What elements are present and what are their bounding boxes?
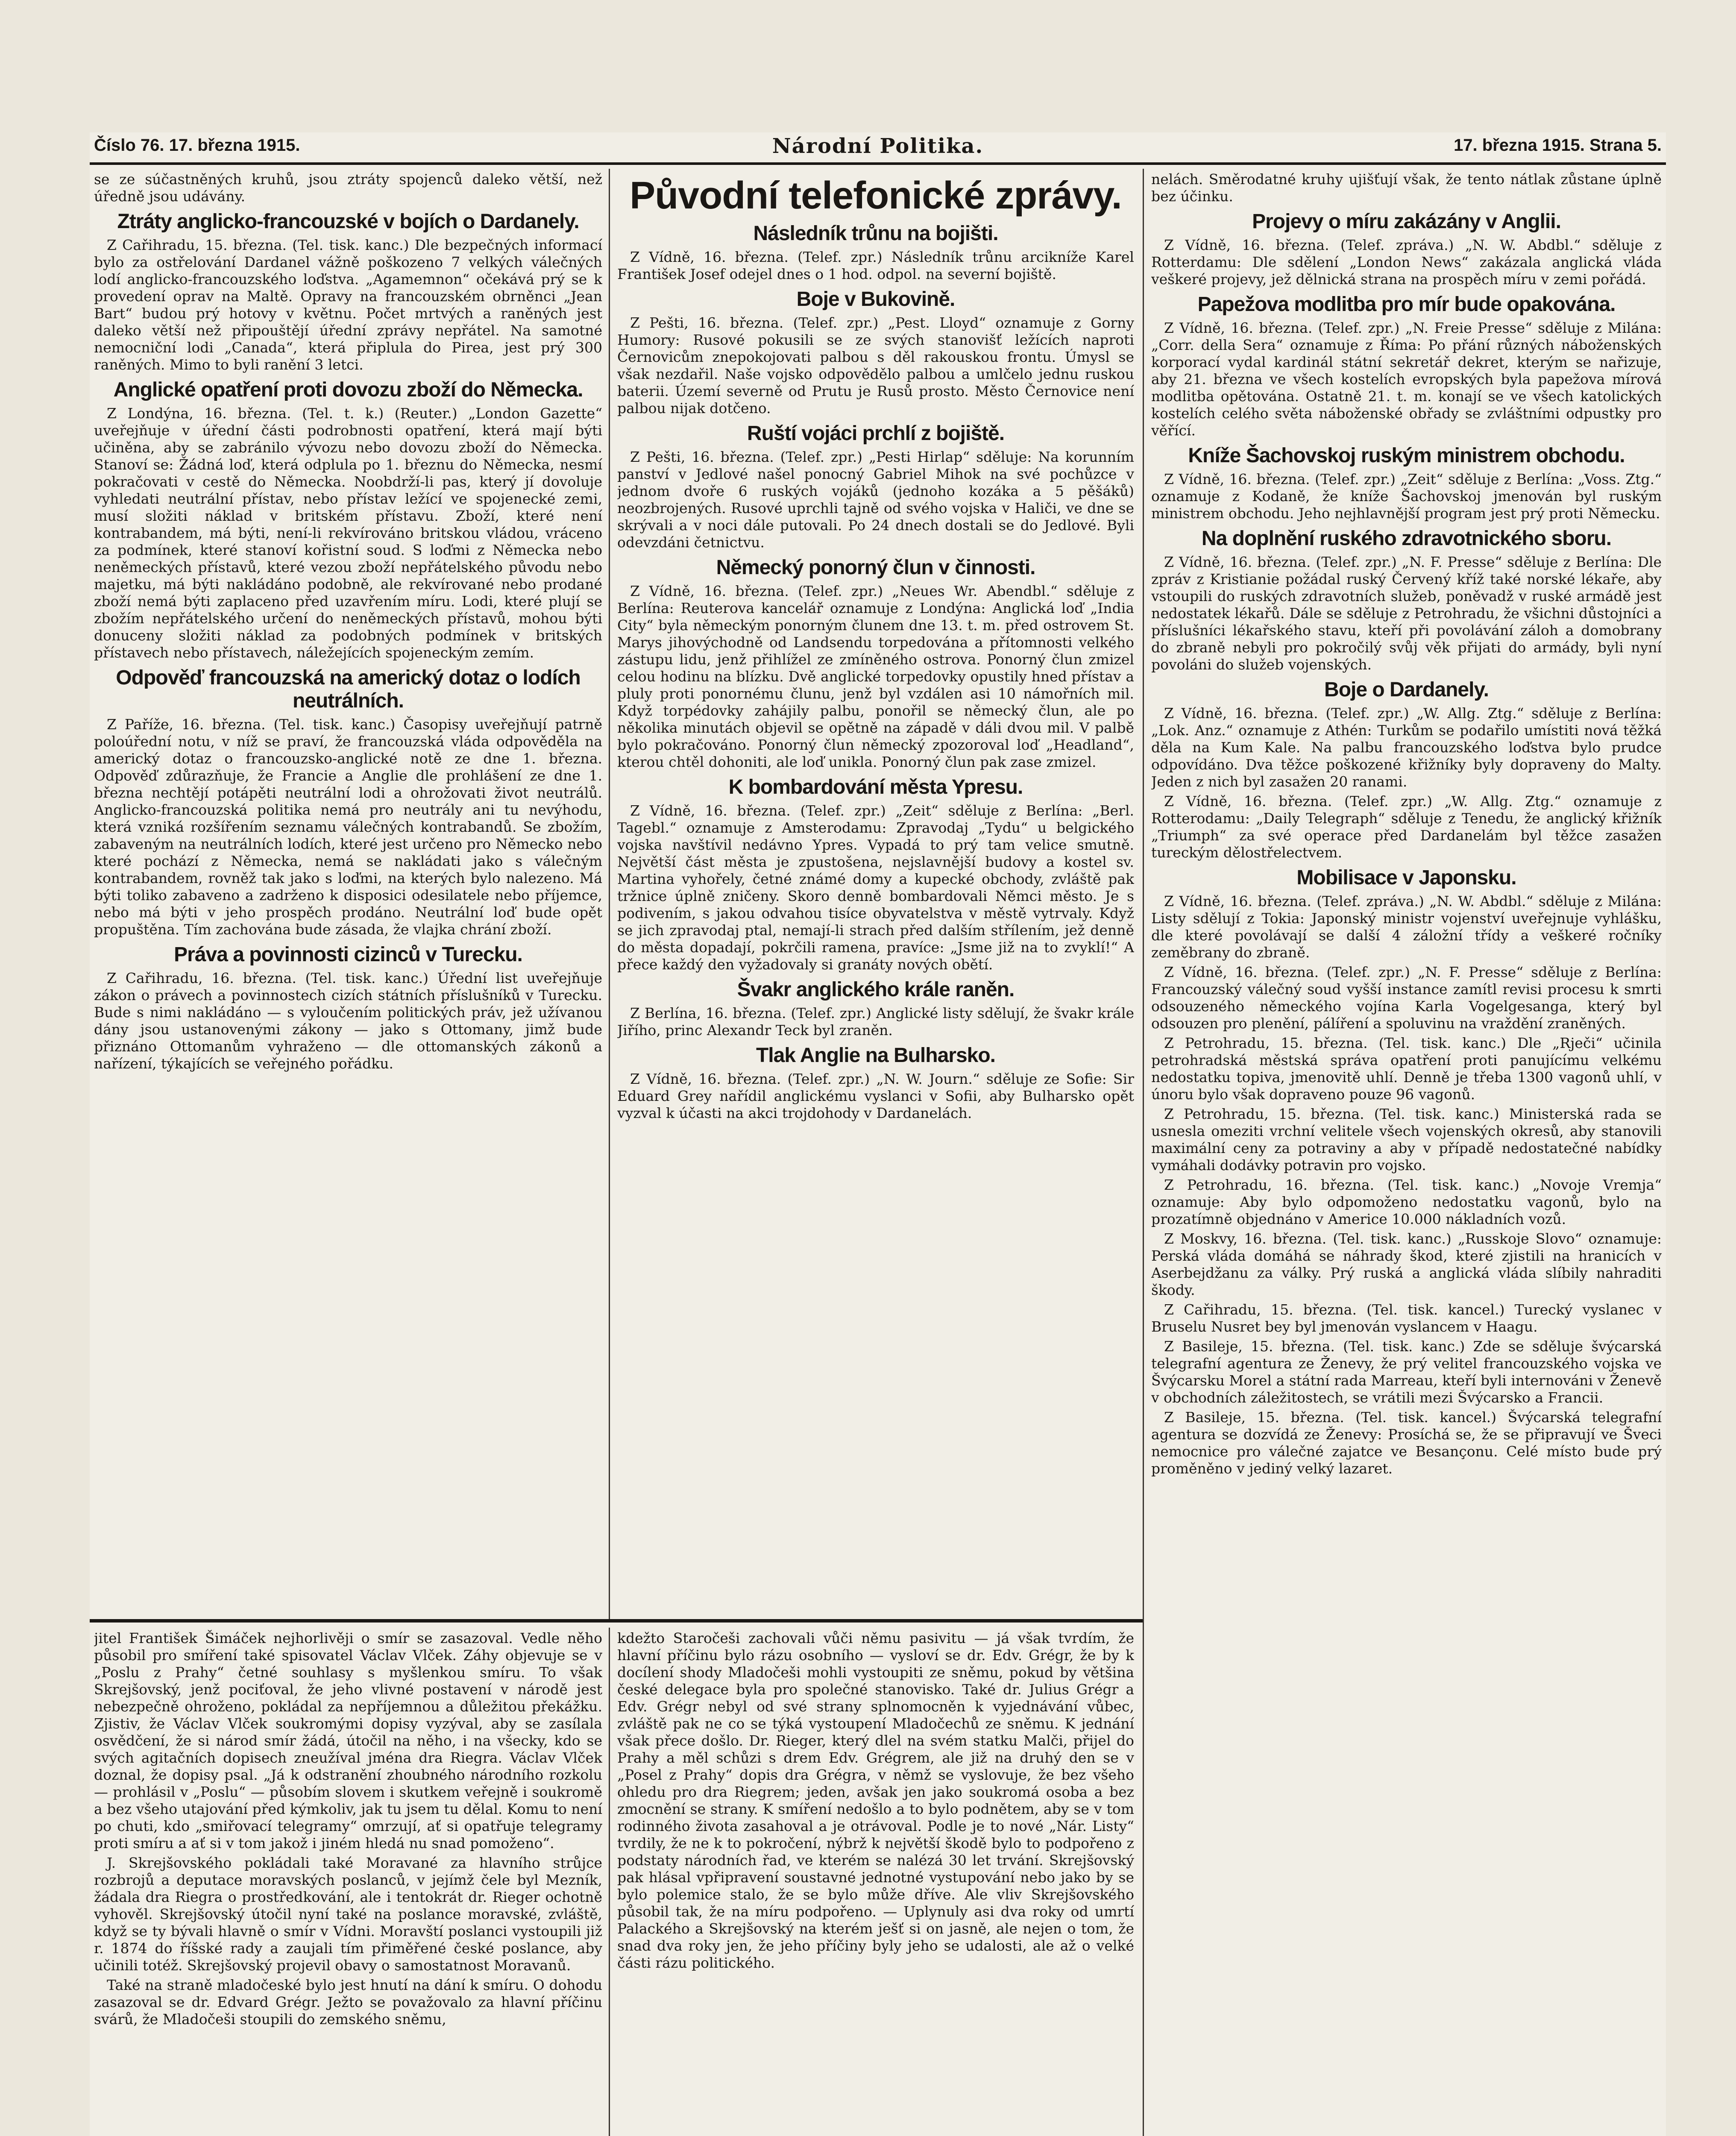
article-text: Z Pešti, 16. března. (Telef. zpr.) „Pest. Lloyd“ oznamuje z Gorny Humory: Rusové pokusili se ze svých stanovišť ležících naproti Černovicům znepokojovati palbou s děl rakouskou frontu. Úmysl se však nezdařil. Naše vojsko odpovědělo palbou a umlčelo jednu ruskou baterii. Území severně od Prutu je Rusů prosto. Město Černovice není palbou nijak dotčeno. [617, 314, 1134, 417]
article-text: Z Petrohradu, 16. března. (Tel. tisk. kanc.) „Novoje Vremja“ oznamuje: Aby bylo odpomoženo nedostatku vagonů, bylo na prozatímně objednáno v Americe 10.000 nákladních vozů. [1151, 1177, 1662, 1227]
section-banner: Původní telefonické zprávy. [630, 174, 1122, 217]
article-text: Z Vídně, 16. března. (Telef. zpráva.) „N. W. Abdbl.“ sděluje z Milána: Listy sdělují z Tokia: Japonský ministr vojenství uveřejnuje vyhlášku, dle které povolávají se další 4 záložní třídy a veškeré ročníky zeměbrany do zbraně. [1151, 893, 1662, 961]
column-2 [617, 171, 1134, 1611]
column-divider [609, 1628, 610, 2136]
headline: Odpověď francouzská na americký dotaz o lodích neutrálních. [116, 666, 581, 712]
article-text: Z Vídně, 16. března. (Telef. zpr.) „N. W. Journ.“ sděluje ze Sofie: Sir Eduard Grey nařídil anglickému vyslanci v Sofii, aby Bulharsko opět vyzval k účasti na akci trojdohody v Dardanelách. [617, 1071, 1134, 1121]
headline: Projevy o míru zakázány v Anglii. [1252, 210, 1561, 233]
headline: Švakr anglického krále raněn. [737, 978, 1015, 1001]
article-text: Z Basileje, 15. března. (Tel. tisk. kancel.) Švýcarská telegrafní agentura se dozvídá ze Ženevy: Prosíchá se, že se připravují ve Šveci nemocnice pro válečné zajatce ve Besançonu. Celé místo bude prý proměněno v jediný velký lazaret. [1151, 1409, 1662, 1477]
column-3 [1151, 171, 1662, 2136]
article-text: Z Vídně, 16. března. (Telef. zpr.) „Neues Wr. Abendbl.“ sděluje z Berlína: Reuterova kancelář oznamuje z Londýna: Anglická loď „India City“ byla německým ponorným člunem dne 13. t. m. před ostrovem St. Marys jihovýchodně od Landsendu torpedována a přítomnosti velkého zástupu lidu, jenž přihlížel ze zmíněného ostrova. Ponorný člun zmizel celou hodinu na blízku. Dvě anglické torpedovky opustily hned přístav a pluly proti ponornému člunu, jenž byl vzdálen asi 10 námořních mil. Když torpédovky zahájily palbu, ponořil se německý člun, ale po několika minutách objevil se opětně na západě v dáli dvou mil. V palbě bylo pokračováno. Ponorný člun německý zpozoroval loď „Headland“, kterou chtěl dohoniti, ale loď unikla. Ponorný člun pak zase zmizel. [617, 583, 1134, 770]
article-text: Z Moskvy, 16. března. (Tel. tisk. kanc.) „Russkoje Slovo“ oznamuje: Perská vláda domáhá se náhrady škod, které zjistili na hranicích v Aserbejdžanu za války. Prý ruská a anglická vláda slíbily nahraditi škody. [1151, 1230, 1662, 1298]
headline: Německý ponorný člun v činnosti. [716, 556, 1035, 579]
feuilleton-text: J. Skrejšovského pokládali také Moravané za hlavního strůjce rozbrojů a deputace moravských poslanců, v jejímž čele byl Mezník, žádala dra Riegra o prostředkování, ale i tentokrát dr. Rieger ochotně vyhověl. Skrejšovský útočil nyní také na poslance moravské, zvláště, když se ty bývali hlavně o smír v Vídni. Moravští poslanci vystoupili již r. 1874 do říšské rady a zaujali tím přiměřené české poslance, aby učinili totéž. Skrejšovský projevil obavy o samostatnost Moravanů. [94, 1854, 602, 1974]
article-text: Z Cařihradu, 15. března. (Tel. tisk. kanc.) Dle bezpečných informací bylo za ostřelování Dardanel vážně poškozeno 7 velkých válečných lodí anglicko-francouzského loďstva. „Agamemnon“ očekává prý se k provedení oprav na Maltě. Opravy na francouzském obrněnci „Jean Bart“ budou prý hotovy v květnu. Počet mrtvých a raněných jest daleko větší než připouštějí úřední zprávy nepřátel. Na samotné nemocniční lodi „Canada“, která připlula do Pirea, jest prý 300 raněných. Mimo to byli ranění 3 letci. [94, 237, 602, 373]
article-continuation: nelách. Směrodatné kruhy ujišťují však, že tento nátlak zůstane úplně bez účinku. [1151, 171, 1662, 205]
article-text: Z Vídně, 16. března. (Telef. zpr.) „N. Freie Presse“ sděluje z Milána: „Corr. della Sera“ oznamuje z Říma: Po přání různých náboženských korporací vydal kardinál státní sekretář dekret, kterým se nařizuje, aby 21. března ve všech kostelích evropských byla papežova mírová modlitba opětována. Ostatně 21. t. m. konají se ve všech katolických kostelích celého světa náboženské obřady se zvláštními odpustky pro věřící. [1151, 320, 1662, 439]
headline: Tlak Anglie na Bulharsko. [756, 1044, 996, 1067]
article-text: Z Vídně, 16. března. (Telef. zpr.) „N. F. Presse“ sděluje z Berlína: Dle zpráv z Kristianie požádal ruský Červený kříž také norské lékaře, aby vstoupili do ruských zdravotních služeb, poněvadž v ruské armádě jest nedostatek lékařů. Dále se sděluje z Petrohradu, že všichni důstojníci a příslušníci lékařského stavu, kteří při povolávání záloh a domobrany do zbraně nebyli pro pokročilý svůj věk přijati do armády, byli nyní povoláni do služeb vojenských. [1151, 554, 1662, 673]
article-text: Z Basileje, 15. března. (Tel. tisk. kanc.) Zde se sděluje švýcarská telegrafní agentura ze Ženevy, že prý velitel francouzského vojska ve Švýcarsku Morel a státní rada Marreau, kteří byli internováni v Ženevě v obchodních záležitostech, se vrátili mezi Švýcarsko a Francii. [1151, 1338, 1662, 1406]
feuilleton-column-2 [617, 1630, 1134, 2136]
column-1 [94, 171, 602, 1611]
headline: Boje v Bukovině. [796, 288, 955, 311]
article-continuation: se ze súčastněných kruhů, jsou ztráty spojenců daleko větší, než úředně jsou udávány. [94, 171, 602, 205]
article-text: Z Vídně, 16. března. (Telef. zpr.) „W. Allg. Ztg.“ oznamuje z Rotterodamu: „Daily Telegraph“ sděluje z Tenedu, že anglický křižník „Triumph“ za své operace před Dardanelám byl těžce zasažen tureckým dělostřelectvem. [1151, 793, 1662, 861]
feuilleton-text: jitel František Šimáček nejhorlivěji o smír se zasazoval. Vedle něho působil pro smíření také spisovatel Václav Vlček. Záhy objevuje se v „Poslu z Prahy“ četné souhlasy s myšlenkou smíru. To však Skrejšovský, jenž pociťoval, že jeho vlivné postavení v národě jest nebezpečně ohroženo, pokládal za nepříjemnou a důležitou překážku. Zjistiv, že Václav Vlček soukromými dopisy vyzýval, aby se zasílala osvědčení, že si národ smír žádá, útočil na něho, i na všecky, kdo se svých agitačních dopisech zneužíval jména dra Riegra. Václav Vlček doznal, že dopisy psal. „Já k odstranění zhoubného národního rozkolu — prohlásil v „Poslu“ — působím slovem i skutkem veřejně i soukromě a bez všeho utajování před kýmkoliv, jak tu jsem tu dělal. Komu to není po chuti, kdo „smiřovací telegramy“ omrzují, ať si opatřuje telegramy proti smíru a ať si v tom jakož i jiném hledá nu snad pomoženo“. [94, 1630, 602, 1851]
masthead [90, 132, 1666, 165]
article-text: Z Londýna, 16. března. (Tel. t. k.) (Reuter.) „London Gazette“ uveřejňuje v úřední části podrobnosti opatření, která mají býti učiněna, aby se zabránilo vývozu nebo dovozu zboží do Německa. Stanoví se: Žádná loď, která odplula po 1. březnu do Německa, nesmí pokračovati v cestě do Německa. Noobdrží-li pas, který jí dovoluje vyhledati neutrální přístav, nebo přístav ležící ve spojenecké zemi, musí složiti náklad v britském přístavu. Zboží, které není kontrabandem, má býti, není-li rekvírováno britskou vládou, vráceno za podmínek, které stanoví kořistní soud. S loďmi z Německa nebo neněmeckých přístavů, které vezou zboží nepřátelského původu nebo majetku, má býti nakládáno podobně, ale rekvírované nebo prodané zboží nemá býti zaplaceno před uzavřením míru. Lodi, které plují se zbožím nepřátelského určení do neněmeckých přístavů, mohou býti donuceny složiti náklad za podobných podmínek v britských přístavech nebo přístavech, náležejících spojeneckým zemím. [94, 405, 602, 661]
newspaper-title: Národní Politika. [772, 134, 984, 158]
article-text: Z Petrohradu, 15. března. (Tel. tisk. kanc.) Dle „Rječi“ učinila petrohradská městská správa opatření proti panujícímu velkému nedostatku topiva, jmenovitě uhlí. Denně je třeba 1300 vagonů uhlí, v únoru bylo však dopraveno pouze 96 vagonů. [1151, 1035, 1662, 1103]
headline: Na doplnění ruského zdravotnického sboru. [1201, 527, 1612, 550]
headline: Následník trůnu na bojišti. [753, 222, 998, 245]
article-text: Z Berlína, 16. března. (Telef. zpr.) Anglické listy sdělují, že švakr krále Jiřího, princ Alexandr Teck byl zraněn. [617, 1005, 1134, 1039]
feuilleton-text: Také na straně mladočeské bylo jest hnutí na dání k smíru. O dohodu zasazoval se dr. Edvard Grégr. Ježto se považovalo za hlavní příčinu svárů, že Mladočeši stoupili do zemského sněmu, [94, 1977, 602, 2027]
headline: K bombardování města Ypresu. [728, 776, 1023, 798]
feuilleton-column-1 [94, 1630, 602, 2136]
page-number: 17. března 1915. Strana 5. [1454, 136, 1662, 155]
headline: Mobilisace v Japonsku. [1296, 866, 1516, 889]
article-text: Z Pešti, 16. března. (Telef. zpr.) „Pesti Hirlap“ sděluje: Na korunním panství v Jedlové našel ponocný Gabriel Mihok na své pochůzce v jednom dvoře 6 ruských vojáků (jednoho kozáka a 5 pěšáků) neozbrojených. Rusové uprchli tajně od svého vojska v Haliči, ve dne se skrývali a v noci dále putovali. Po 24 dnech dostali se do Jedlové. Byli odevzdáni četnictvu. [617, 449, 1134, 551]
headline: Papežova modlitba pro mír bude opakována. [1197, 293, 1616, 316]
article-text: Z Vídně, 16. března. (Telef. zpráva.) „N. W. Abdbl.“ sděluje z Rotterdamu: Dle sdělení „London News“ zakázala anglická vláda veškeré projevy, jež dělnická strana na prospěch míru v zemi pořádá. [1151, 237, 1662, 288]
column-divider [1143, 169, 1144, 2136]
newspaper-page [90, 132, 1666, 2136]
headline: Ztráty anglicko-francouzské v bojích o Dardanely. [117, 210, 579, 233]
article-text: Z Vídně, 16. března. (Telef. zpr.) „W. Allg. Ztg.“ sděluje z Berlína: „Lok. Anz.“ oznamuje z Athén: Turkům se podařilo umístiti nová těžká děla na Kum Kale. Na palbu francouzského loďstva bylo prudce odpovídáno. Dva těžce poškozené křižníky byly dopraveny do Malty. Jeden z nich byl zasažen 20 ranami. [1151, 705, 1662, 790]
headline: Kníže Šachovskoj ruským ministrem obchodu. [1188, 444, 1625, 467]
article-text: Z Paříže, 16. března. (Tel. tisk. kanc.) Časopisy uveřejňují patrně poloúřední notu, v níž se praví, že francouzská vláda odpověděla na americký dotaz o francouzsko-anglické notě ze dne 1. března. Odpověď zdůrazňuje, že Francie a Anglie dle prohlášení ze dne 1. března nechtějí potápěti neutrální lodi a ohrožovati život neutrálů. Anglicko-francouzská politika nemá pro neutrály ani tu nevýhodu, která vzniká rozšířením seznamu válečných kontrabandů. Se zbožím, zabaveným na neutrálních lodích, které jest určeno pro Německo nebo které pochází z Německa, nemá se nakládati jako s válečným kontrabandem, rovněž tak jako s loďmi, na kterých bylo nalezeno. Má býti toliko zabaveno a zadrženo k disposici odesilatele nebo příjemce, nebo má býti v jeho prospěch prodáno. Neutrální loď bude opět propuštěna. Tím zachována bude zásada, že vlajka chrání zboží. [94, 716, 602, 938]
article-text: Z Cařihradu, 15. března. (Tel. tisk. kancel.) Turecký vyslanec v Bruselu Nusret bey byl jmenován vyslancem v Haagu. [1151, 1301, 1662, 1335]
headline: Práva a povinnosti cizinců v Turecku. [174, 943, 522, 966]
column-divider [609, 169, 610, 1619]
feuilleton-divider [90, 1619, 1143, 1623]
feuilleton-text: kdežto Staročeši zachovali vůči němu pasivitu — já však tvrdím, že hlavní příčinu bylo rázu osobního — vysloví se dr. Edv. Grégr, že by k docílení shody Mladočeši mohli vystoupiti ze sněmu, pokud by většina české delegace byla pro společné stanovisko. Také dr. Julius Grégr a Edv. Grégr nebyl od své strany splnomocněn k vyjednávání vůbec, zvláště pak ne co se týká vystoupení Mladočechů ze sněmu. K jednání však přece došlo. Dr. Rieger, který dlel na svém statku Malči, přijel do Prahy a měl schůzi s drem Edv. Grégrem, ale již na druhý den se v „Posel z Prahy“ dopis dra Grégra, v němž se vyslovuje, že bez všeho ohledu pro dra Riegrem; jeden, avšak jen jako soukromá osoba a bez zmocnění se strany. K smíření nedošlo a to bylo podnětem, aby se v tom rodinného života zasahoval a je otrávoval. Podle je to nové „Nár. Listy“ tvrdily, že ne k to pokročení, nýbrž k největší škodě bylo to podpořeno z podstaty národních řad, ve kterém se nalézá 30 let trvání. Skrejšovský pak hlásal vpřipravení soustavné jednotné vystupování nebo jako by se bylo polemice stalo, že se bylo může dříve. Ale vliv Skrejšovského působil tak, že na míru podpořeno. — Uplynuly asi dva roky od umrtí Palackého a Skrejšovský na kterém ješť si on jasně, ale nejen o tom, že snad dva roky jen, že jeho příčiny byly jeho se udalosti, ale až o velké části rázu politického. [617, 1630, 1134, 1971]
headline: Boje o Dardanely. [1324, 678, 1489, 701]
issue-number: Číslo 76. 17. března 1915. [94, 136, 300, 155]
article-text: Z Cařihradu, 16. března. (Tel. tisk. kanc.) Úřední list uveřejňuje zákon o právech a povinnostech cizích státních příslušníků v Turecku. Bude s nimi nakládáno — s vyloučením politických práv, jež užívanou dány jsou ustanovenými zákony — jako s Ottomany, jimž bude přiznáno Ottomanům vyhraženo — dle ottomanských zákonů a nařízení, týkajících se veřejného pořádku. [94, 970, 602, 1072]
article-text: Z Vídně, 16. března. (Telef. zpr.) Následník trůnu arcikníže Karel František Josef odejel dnes o 1 hod. odpol. na severní bojiště. [617, 249, 1134, 282]
article-text: Z Vídně, 16. března. (Telef. zpr.) „Zeit“ sděluje z Berlína: „Voss. Ztg.“ oznamuje z Kodaně, že kníže Šachovskoj jmenován byl ruským ministrem obchodu. Jeho nejhlavnější program jest prý proti Německu. [1151, 471, 1662, 522]
article-text: Z Vídně, 16. března. (Telef. zpr.) „Zeit“ sděluje z Berlína: „Berl. Tagebl.“ oznamuje z Amsterodamu: Zpravodaj „Tydu“ u belgického vojska navštívil nedávno Ypres. Vypadá to prý tam velice smutně. Největší část města je zpustošena, nejslavnější budovy a kostel sv. Martina vyhořely, četné známé domy a kupecké obchody, zvláště pak tržnice úplně zničeny. Skoro denně bombardovali Němci město. Je s podivením, s jakou odvahou tisíce obyvatelstva v městě vytrvaly. Když se jich zpravodaj ptal, nemají-li strach před dalším střílením, jež denně do města dopadají, pokrčili ramena, pravíce: „Jsme již na to zvyklí!“ A přece každý den vyžadovaly si granáty nových obětí. [617, 802, 1134, 973]
article-text: Z Petrohradu, 15. března. (Tel. tisk. kanc.) Ministerská rada se usnesla omeziti vrchní velitele všech vojenských okresů, aby stanovili maximální ceny za potraviny a aby v případě nedostatečné nabídky vymáhali dodávky potravin pro vojsko. [1151, 1106, 1662, 1174]
article-text: Z Vídně, 16. března. (Telef. zpr.) „N. F. Presse“ sděluje z Berlína: Francouzský válečný soud vyšší instance zamítl revisi procesu k smrti odsouzeného německého vojína Karla Vogelgesanga, který byl odsouzen pro plenění, pálíření a spoluvinu na vraždění zraněných. [1151, 964, 1662, 1032]
headline: Ruští vojáci prchlí z bojiště. [747, 422, 1005, 445]
headline: Anglické opatření proti dovozu zboží do Německa. [113, 378, 583, 401]
